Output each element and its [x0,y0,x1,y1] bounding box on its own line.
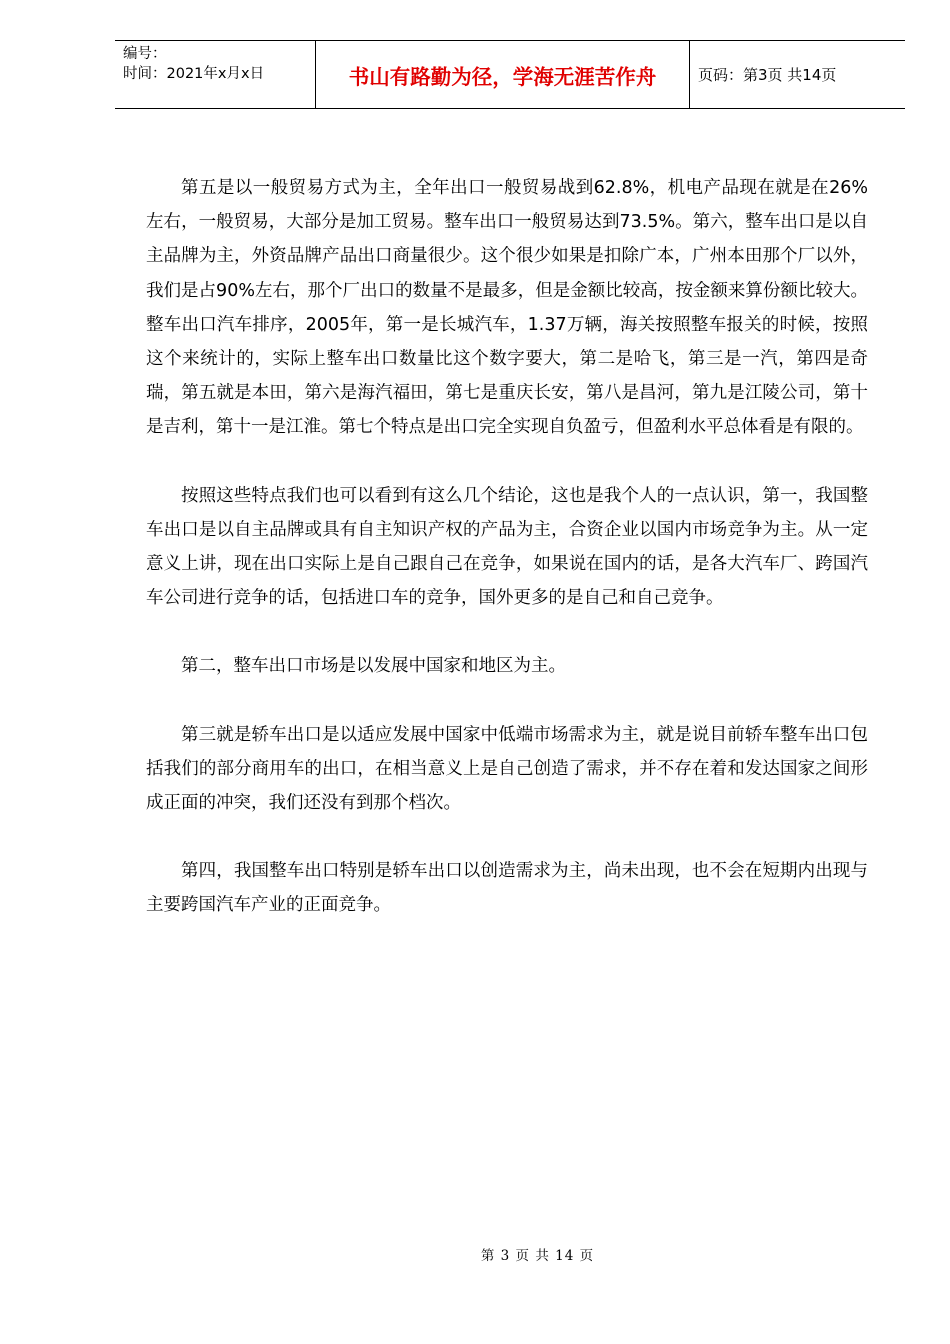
document-time-label: 时间：2021年x月x日 [123,66,265,82]
footer-page-number: 第 3 页 共 14 页 [480,1248,595,1264]
paragraph: 按照这些特点我们也可以看到有这么几个结论，这也是我个人的一点认识，第一，我国整车出口是以自主品牌或具有自主知识产权的产品为主，合资企业以国内市场竞争为主。从一定意义上讲，现在出口实际上是自己跟自己在竞争，如果说在国内的话，是各大汽车厂、跨国汽车公司进行竞争的话，包括进口车的竞争，国外更多的是自己和自己竞争。 [146,485,868,609]
header-motto: 书山有路勤为径，学海无涯苦作舟 [348,64,657,89]
document-number-label: 编号： [123,46,167,62]
header-page-info: 页码：第3页 共14页 [698,66,837,84]
document-body [146,171,868,923]
page-footer [0,1244,950,1264]
header-meta [123,44,313,84]
paragraph: 第四，我国整车出口特别是轿车出口以创造需求为主，尚未出现，也不会在短期内出现与主要跨国汽车产业的正面竞争。 [146,861,868,916]
paragraph: 第三就是轿车出口是以适应发展中国家中低端市场需求为主，就是说目前轿车整车出口包括我们的部分商用车的出口，在相当意义上是自己创造了需求，并不存在着和发达国家之间形成正面的冲突，我们还没有到那个档次。 [146,724,868,814]
page-header [115,40,905,109]
header-divider [689,41,690,108]
paragraph: 第二，整车出口市场是以发展中国家和地区为主。 [181,656,566,677]
paragraph: 第五是以一般贸易方式为主，全年出口一般贸易战到62.8%，机电产品现在就是在26%左右，一般贸易，大部分是加工贸易。整车出口一般贸易达到73.5%。第六，整车出口是以自主品牌为主，外资品牌产品出口商量很少。这个很少如果是扣除广本，广州本田那个厂以外，我们是占90%左右，那个厂出口的数量不是最多，但是金额比较高，按金额来算份额比较大。整车出口汽车排序，2005年，第一是长城汽车，1.37万辆，海关按照整车报关的时候，按照这个来统计的，实际上整车出口数量比这个数字要大，第二是哈飞，第三是一汽，第四是奇瑞，第五就是本田，第六是海汽福田，第七是重庆长安，第八是昌河，第九是江陵公司，第十是吉利，第十一是江淮。第七个特点是出口完全实现自负盈亏，但盈利水平总体看是有限的。 [146,178,868,438]
